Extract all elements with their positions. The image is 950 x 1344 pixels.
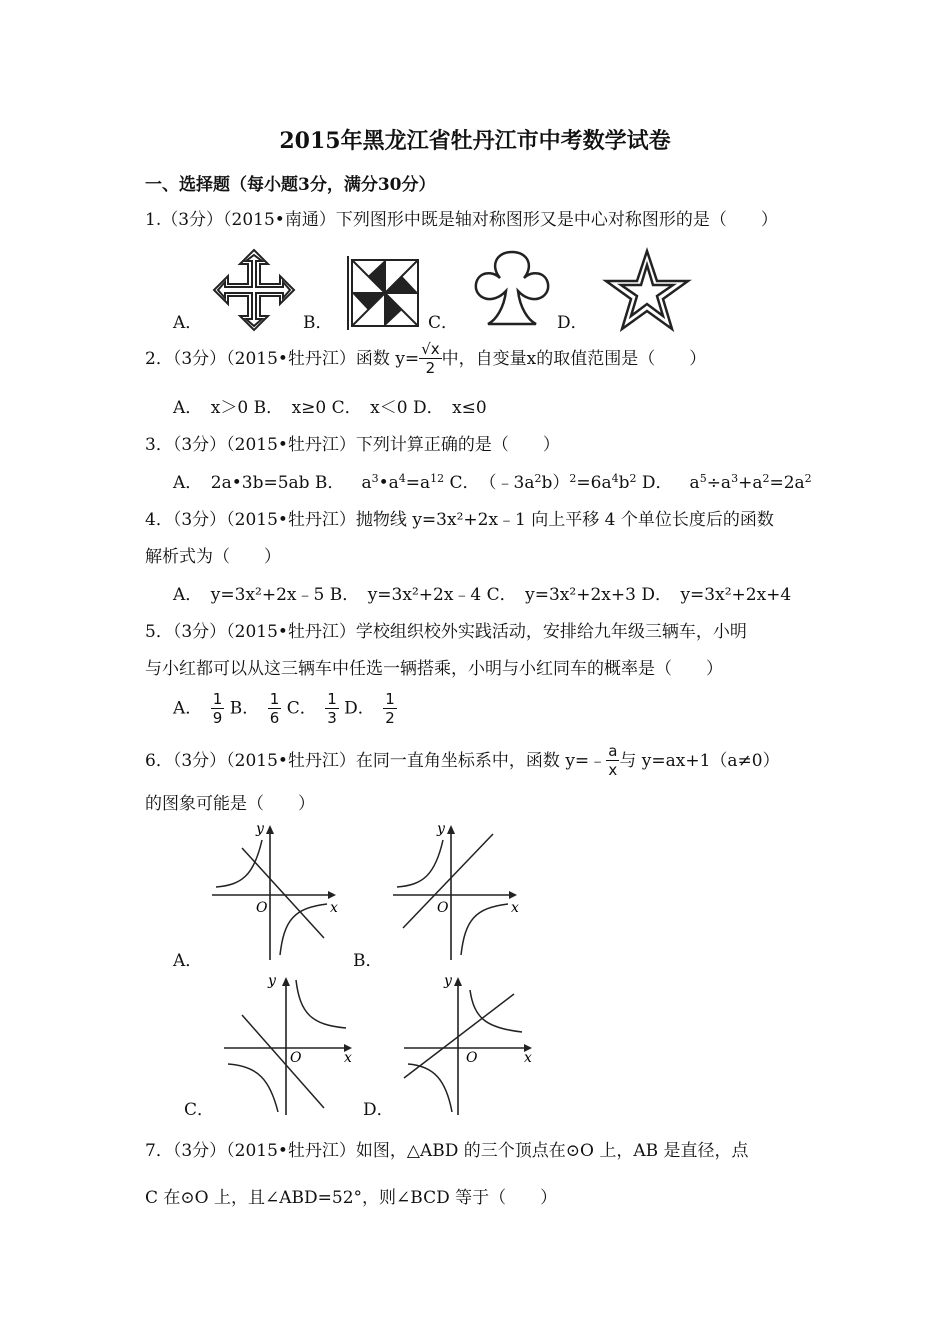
q5-label-c: C． <box>286 698 317 719</box>
question-1-stem: 1.（3分）（2015•南通）下列图形中既是轴对称图形又是中心对称图形的是（ ） <box>145 210 778 230</box>
q5-frac-d: $\frac{1}{2}$ <box>385 690 395 727</box>
graph-b <box>393 820 523 966</box>
graph-a-origin-label: O <box>256 900 268 916</box>
graph-c-x-label: x <box>344 1050 352 1066</box>
question-7-line2: C 在⊙O 上，且∠ABD=52°，则∠BCD 等于（ ） <box>145 1188 558 1208</box>
graph-d <box>404 970 540 1118</box>
q5-options[interactable] <box>173 692 397 726</box>
graph-d-origin-label: O <box>466 1050 478 1066</box>
q6-prefix: 6．（3分）（2015•牡丹江）在同一直角坐标系中，函数 y=﹣ <box>145 750 607 771</box>
q2-suffix: 中，自变量x的取值范围是（ ） <box>441 348 707 369</box>
q5-label-b: B． <box>229 698 260 719</box>
q3-opt-d-label: D． <box>641 473 673 493</box>
graph-b-y-label: y <box>437 821 445 837</box>
q6-option-d[interactable]: D． <box>363 1100 394 1120</box>
q6-option-b[interactable]: B． <box>353 951 383 971</box>
question-4-line1: 4．（3分）（2015•牡丹江）抛物线 y=3x²+2x﹣1 向上平移 4 个单位长度后的函数 <box>145 510 774 530</box>
question-7-line1: 7．（3分）（2015•牡丹江）如图，△ABD 的三个顶点在⊙O 上，AB 是直径，点 <box>145 1141 749 1161</box>
q3-opt-a: A． 2a•3b=5ab B． <box>173 473 345 493</box>
q2-frac-den: 2 <box>425 359 436 377</box>
page-title: 2015年黑龙江省牡丹江市中考数学试卷 <box>279 128 671 154</box>
question-3-stem: 3．（3分）（2015•牡丹江）下列计算正确的是（ ） <box>145 435 560 455</box>
q6-option-a[interactable]: A． <box>173 951 203 971</box>
q2-prefix: 2．（3分）（2015•牡丹江）函数 y= <box>145 348 420 369</box>
q5-frac-b: $\frac{1}{6}$ <box>269 690 280 727</box>
q5-label-a: A． <box>173 698 203 719</box>
q1-option-c[interactable]: C． <box>428 313 459 333</box>
q3-opt-b: $a^3•a^4=a^{12}$ <box>361 472 445 493</box>
four-arrow-cross-icon <box>212 248 296 332</box>
star-icon <box>604 248 690 332</box>
graph-a-y-label: y <box>256 821 264 837</box>
question-4-line2: 解析式为（ ） <box>145 547 281 567</box>
q2-fraction <box>419 342 441 376</box>
q6-option-c[interactable]: C． <box>184 1100 215 1120</box>
graph-a-x-label: x <box>330 900 338 916</box>
question-5-line2: 与小红都可以从这三辆车中任选一辆搭乘，小明与小红同车的概率是（ ） <box>145 659 723 679</box>
question-5-line1: 5．（3分）（2015•牡丹江）学校组织校外实践活动，安排给九年级三辆车，小明 <box>145 622 747 642</box>
q1-option-b[interactable]: B． <box>303 313 333 333</box>
question-6-stem <box>145 744 780 778</box>
q5-frac-a: $\frac{1}{9}$ <box>212 690 223 727</box>
q2-frac-num: √x <box>421 340 440 358</box>
graph-c-y-label: y <box>268 973 276 989</box>
graph-a <box>212 820 342 966</box>
graph-c <box>224 970 360 1118</box>
q6-fraction <box>606 744 619 778</box>
q1-option-a[interactable]: A． <box>173 313 203 333</box>
q2-options[interactable]: A． x＞0 B． x≥0 C． x＜0 D． x≤0 <box>173 398 487 418</box>
graph-b-origin-label: O <box>437 900 449 916</box>
q5-frac-c: $\frac{1}{3}$ <box>327 690 337 727</box>
q6-suffix: 与 y=ax+1（a≠0） <box>619 750 780 771</box>
graph-b-x-label: x <box>511 900 519 916</box>
graph-d-y-label: y <box>444 973 452 989</box>
question-6-line2: 的图象可能是（ ） <box>145 794 315 814</box>
q6-frac-den: x <box>608 761 618 779</box>
q3-opt-c: C． $(﹣3a^2b)^2=6a^4b^2$ <box>449 472 637 493</box>
pinwheel-icon <box>346 256 420 330</box>
q6-frac-num: a <box>608 742 618 760</box>
q4-options[interactable]: A． y=3x²+2x﹣5 B． y=3x²+2x﹣4 C． y=3x²+2x+3 D． y=3x²+2x+4 <box>173 585 792 605</box>
club-icon <box>472 250 552 330</box>
question-2-stem <box>145 342 706 376</box>
section-heading: 一、选择题（每小题3分，满分30分） <box>145 175 436 195</box>
q1-option-d[interactable]: D． <box>557 313 588 333</box>
q5-label-d: D． <box>344 698 375 719</box>
q3-options[interactable]: A． 2a•3b=5ab B． $a^3•a^4=a^{12}$ C． $(﹣3a^2b)^2=6a^4b^2$ D． $a^5\div a^3+a^2=2a^2$ <box>173 472 812 493</box>
graph-d-x-label: x <box>524 1050 532 1066</box>
graph-c-origin-label: O <box>290 1050 302 1066</box>
